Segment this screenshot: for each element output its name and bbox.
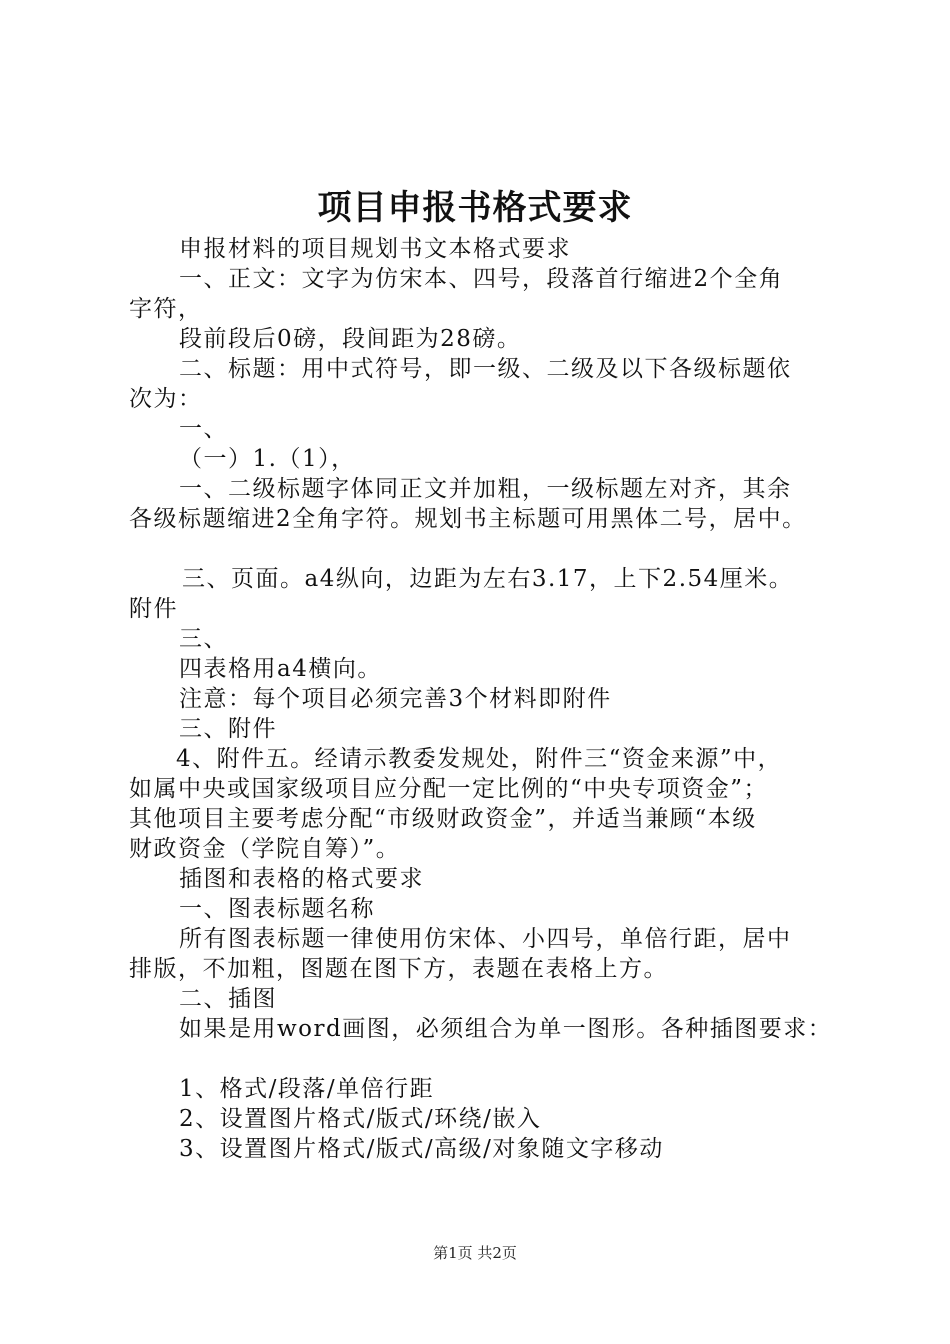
body-line-caption-rule: 所有图表标题一律使用仿宋体、小四号，单倍行距，居中 [179,926,792,952]
body-line-table-orientation: 四表格用a4横向。 [179,656,382,682]
body-line-note: 注意：每个项目必须完善3个材料即附件 [179,686,612,712]
body-line-heading-levels: （一）1.（1）， [179,446,356,472]
body-line-page-rule: 三、页面。a4纵向，边距为左右3.17，上下2.54厘米。 [182,566,794,592]
body-line-continuation: 各级标题缩进2全角字符。规划书主标题可用黑体二号，居中。 [129,506,807,532]
body-line-continuation: 字符， [129,296,203,322]
body-line-section-three: 三、 [179,626,228,652]
body-line-figure-table-heading: 插图和表格的格式要求 [179,866,424,892]
document-body [129,234,834,1164]
body-line-spacing-rule: 段前段后0磅，段间距为28磅。 [179,326,522,352]
page-footer: 第1页 共2页 [433,1244,517,1262]
body-line-figure-rule: 如果是用word画图，必须组合为单一图形。各种插图要求： [179,1016,833,1042]
body-line-heading-style: 一、二级标题字体同正文并加粗，一级标题左对齐，其余 [179,476,792,502]
body-line-body-text-rule: 一、正文：文字为仿宋本、四号，段落首行缩进2个全角 [179,266,784,292]
body-line-continuation: 排版，不加粗，图题在图下方，表题在表格上方。 [129,956,668,982]
body-line-continuation: 如属中央或国家级项目应分配一定比例的“中央专项资金”； [129,776,769,802]
body-line-heading-level-1: 一、 [179,416,228,442]
document-title: 项目申报书格式要求 [317,188,633,228]
body-line-continuation: 次为： [129,386,203,412]
body-line-continuation: 附件 [129,596,178,622]
body-line-figure-step-3: 3、设置图片格式/版式/高级/对象随文字移动 [179,1136,664,1162]
body-line-figure-step-1: 1、格式/段落/单倍行距 [179,1076,435,1102]
body-line-caption-heading: 一、图表标题名称 [179,896,375,922]
body-line-attachment-heading: 三、附件 [179,716,277,742]
body-line-intro: 申报材料的项目规划书文本格式要求 [179,236,571,262]
blank-line [129,1044,834,1074]
body-line-figure-step-2: 2、设置图片格式/版式/环绕/嵌入 [179,1106,542,1132]
body-line-continuation: 其他项目主要考虑分配“市级财政资金”，并适当兼顾“本级 [129,806,757,832]
body-line-attachment-five: 4、附件五。经请示教委发规处，附件三“资金来源”中， [176,746,783,772]
blank-line [129,534,834,564]
body-line-figure-heading: 二、插图 [179,986,277,1012]
body-line-continuation: 财政资金（学院自筹）”。 [129,836,401,862]
body-line-heading-rule: 二、标题：用中式符号，即一级、二级及以下各级标题依 [179,356,792,382]
